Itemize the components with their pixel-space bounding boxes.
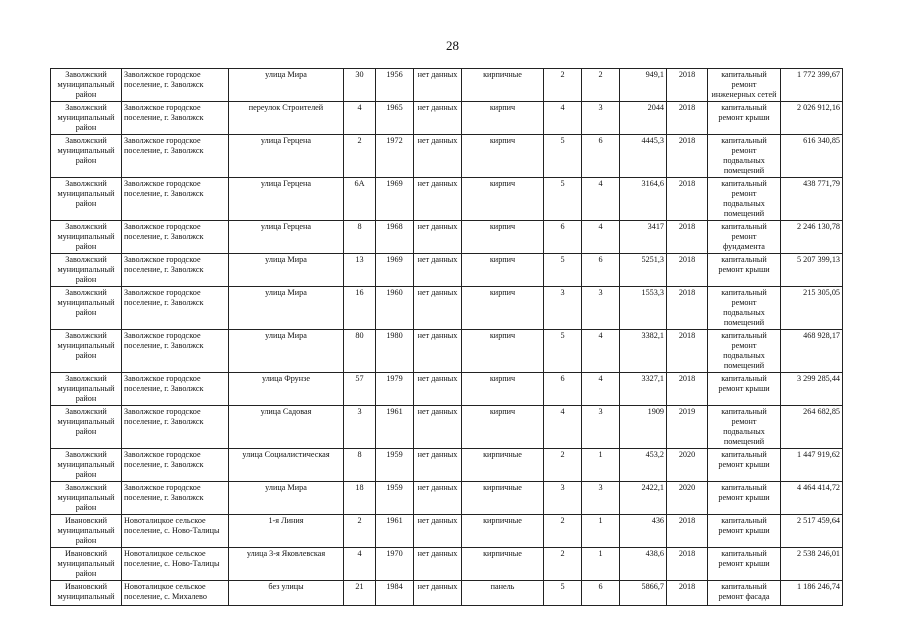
- floors-cell: 5: [544, 581, 582, 606]
- house-number-cell: 6А: [344, 178, 376, 221]
- no-data-cell: нет данных: [414, 548, 462, 581]
- plan-year-cell: 2018: [667, 581, 708, 606]
- table-row: [51, 482, 843, 515]
- settlement-cell: Заволжское городское поселение, г. Заволжск: [122, 482, 229, 515]
- cost-cell: 2 026 912,16: [781, 102, 843, 135]
- no-data-cell: нет данных: [414, 221, 462, 254]
- wall-material-cell: кирпич: [462, 221, 544, 254]
- house-number-cell: 18: [344, 482, 376, 515]
- district-cell: Заволжский муниципальный район: [51, 135, 122, 178]
- work-type-cell: капитальный ремонт крыши: [708, 515, 781, 548]
- work-type-cell: капитальный ремонт подвальных помещений: [708, 330, 781, 373]
- work-type-cell: капитальный ремонт инженерных сетей: [708, 69, 781, 102]
- floors-cell: 3: [544, 482, 582, 515]
- district-cell: Заволжский муниципальный район: [51, 482, 122, 515]
- wall-material-cell: кирпичные: [462, 449, 544, 482]
- area-cell: 1553,3: [620, 287, 667, 330]
- wall-material-cell: кирпич: [462, 178, 544, 221]
- area-cell: 5866,7: [620, 581, 667, 606]
- floors-cell: 5: [544, 178, 582, 221]
- street-cell: 1-я Линия: [229, 515, 344, 548]
- cost-cell: 468 928,17: [781, 330, 843, 373]
- street-cell: переулок Строителей: [229, 102, 344, 135]
- street-cell: улица Мира: [229, 330, 344, 373]
- house-number-cell: 13: [344, 254, 376, 287]
- floors-cell: 2: [544, 548, 582, 581]
- entrances-cell: 4: [582, 178, 620, 221]
- work-type-cell: капитальный ремонт крыши: [708, 449, 781, 482]
- wall-material-cell: кирпич: [462, 406, 544, 449]
- wall-material-cell: панель: [462, 581, 544, 606]
- entrances-cell: 1: [582, 449, 620, 482]
- street-cell: улица Герцена: [229, 221, 344, 254]
- cost-cell: 4 464 414,72: [781, 482, 843, 515]
- cost-cell: 616 340,85: [781, 135, 843, 178]
- table-row: [51, 178, 843, 221]
- settlement-cell: Заволжское городское поселение, г. Заволжск: [122, 449, 229, 482]
- no-data-cell: нет данных: [414, 135, 462, 178]
- entrances-cell: 6: [582, 135, 620, 178]
- settlement-cell: Заволжское городское поселение, г. Заволжск: [122, 330, 229, 373]
- settlement-cell: Заволжское городское поселение, г. Заволжск: [122, 178, 229, 221]
- wall-material-cell: кирпичные: [462, 515, 544, 548]
- floors-cell: 5: [544, 254, 582, 287]
- build-year-cell: 1956: [376, 69, 414, 102]
- settlement-cell: Новоталицкое сельское поселение, с. Ново-Талицы: [122, 515, 229, 548]
- street-cell: улица Мира: [229, 287, 344, 330]
- street-cell: улица Мира: [229, 482, 344, 515]
- build-year-cell: 1969: [376, 178, 414, 221]
- area-cell: 3417: [620, 221, 667, 254]
- wall-material-cell: кирпич: [462, 373, 544, 406]
- district-cell: Заволжский муниципальный район: [51, 449, 122, 482]
- floors-cell: 2: [544, 69, 582, 102]
- floors-cell: 2: [544, 515, 582, 548]
- plan-year-cell: 2018: [667, 373, 708, 406]
- cost-cell: 1 186 246,74: [781, 581, 843, 606]
- street-cell: улица Мира: [229, 69, 344, 102]
- district-cell: Ивановский муниципальный район: [51, 548, 122, 581]
- wall-material-cell: кирпич: [462, 254, 544, 287]
- work-type-cell: капитальный ремонт подвальных помещений: [708, 178, 781, 221]
- cost-cell: 5 207 399,13: [781, 254, 843, 287]
- work-type-cell: капитальный ремонт фундамента: [708, 221, 781, 254]
- work-type-cell: капитальный ремонт фасада: [708, 581, 781, 606]
- no-data-cell: нет данных: [414, 69, 462, 102]
- work-type-cell: капитальный ремонт крыши: [708, 102, 781, 135]
- no-data-cell: нет данных: [414, 373, 462, 406]
- build-year-cell: 1959: [376, 482, 414, 515]
- table-body: [51, 69, 843, 606]
- settlement-cell: Новоталицкое сельское поселение, с. Михалево: [122, 581, 229, 606]
- district-cell: Заволжский муниципальный район: [51, 330, 122, 373]
- cost-cell: 3 299 285,44: [781, 373, 843, 406]
- house-number-cell: 2: [344, 135, 376, 178]
- entrances-cell: 6: [582, 254, 620, 287]
- plan-year-cell: 2020: [667, 482, 708, 515]
- plan-year-cell: 2018: [667, 221, 708, 254]
- area-cell: 949,1: [620, 69, 667, 102]
- cost-cell: 2 246 130,78: [781, 221, 843, 254]
- table-row: [51, 69, 843, 102]
- plan-year-cell: 2018: [667, 548, 708, 581]
- table-row: [51, 406, 843, 449]
- entrances-cell: 4: [582, 221, 620, 254]
- street-cell: улица Герцена: [229, 178, 344, 221]
- build-year-cell: 1965: [376, 102, 414, 135]
- cost-cell: 1 772 399,67: [781, 69, 843, 102]
- build-year-cell: 1970: [376, 548, 414, 581]
- area-cell: 4445,3: [620, 135, 667, 178]
- area-cell: 436: [620, 515, 667, 548]
- table-row: [51, 254, 843, 287]
- district-cell: Заволжский муниципальный район: [51, 254, 122, 287]
- settlement-cell: Заволжское городское поселение, г. Заволжск: [122, 221, 229, 254]
- table-row: [51, 515, 843, 548]
- work-type-cell: капитальный ремонт подвальных помещений: [708, 135, 781, 178]
- house-number-cell: 57: [344, 373, 376, 406]
- entrances-cell: 4: [582, 330, 620, 373]
- wall-material-cell: кирпич: [462, 102, 544, 135]
- plan-year-cell: 2018: [667, 178, 708, 221]
- entrances-cell: 6: [582, 581, 620, 606]
- plan-year-cell: 2020: [667, 449, 708, 482]
- no-data-cell: нет данных: [414, 330, 462, 373]
- entrances-cell: 3: [582, 287, 620, 330]
- wall-material-cell: кирпичные: [462, 69, 544, 102]
- wall-material-cell: кирпич: [462, 135, 544, 178]
- work-type-cell: капитальный ремонт крыши: [708, 482, 781, 515]
- house-number-cell: 2: [344, 515, 376, 548]
- entrances-cell: 3: [582, 102, 620, 135]
- street-cell: улица Садовая: [229, 406, 344, 449]
- settlement-cell: Заволжское городское поселение, г. Заволжск: [122, 135, 229, 178]
- entrances-cell: 2: [582, 69, 620, 102]
- cost-cell: 2 517 459,64: [781, 515, 843, 548]
- settlement-cell: Заволжское городское поселение, г. Заволжск: [122, 373, 229, 406]
- district-cell: Заволжский муниципальный район: [51, 102, 122, 135]
- floors-cell: 2: [544, 449, 582, 482]
- settlement-cell: Заволжское городское поселение, г. Заволжск: [122, 406, 229, 449]
- plan-year-cell: 2018: [667, 69, 708, 102]
- street-cell: улица Герцена: [229, 135, 344, 178]
- build-year-cell: 1959: [376, 449, 414, 482]
- floors-cell: 6: [544, 373, 582, 406]
- plan-year-cell: 2018: [667, 254, 708, 287]
- table-row: [51, 330, 843, 373]
- settlement-cell: Заволжское городское поселение, г. Заволжск: [122, 287, 229, 330]
- cost-cell: 1 447 919,62: [781, 449, 843, 482]
- no-data-cell: нет данных: [414, 482, 462, 515]
- district-cell: Заволжский муниципальный район: [51, 287, 122, 330]
- house-number-cell: 16: [344, 287, 376, 330]
- street-cell: улица Социалистическая: [229, 449, 344, 482]
- house-number-cell: 8: [344, 221, 376, 254]
- table-row: [51, 373, 843, 406]
- settlement-cell: Заволжское городское поселение, г. Заволжск: [122, 102, 229, 135]
- plan-year-cell: 2019: [667, 406, 708, 449]
- entrances-cell: 4: [582, 373, 620, 406]
- plan-year-cell: 2018: [667, 287, 708, 330]
- no-data-cell: нет данных: [414, 254, 462, 287]
- no-data-cell: нет данных: [414, 406, 462, 449]
- build-year-cell: 1961: [376, 515, 414, 548]
- no-data-cell: нет данных: [414, 449, 462, 482]
- floors-cell: 4: [544, 406, 582, 449]
- street-cell: улица Фрунзе: [229, 373, 344, 406]
- district-cell: Заволжский муниципальный район: [51, 406, 122, 449]
- housing-register-table: [50, 68, 843, 606]
- house-number-cell: 80: [344, 330, 376, 373]
- floors-cell: 3: [544, 287, 582, 330]
- floors-cell: 5: [544, 330, 582, 373]
- street-cell: улица 3-я Яковлевская: [229, 548, 344, 581]
- plan-year-cell: 2018: [667, 135, 708, 178]
- house-number-cell: 3: [344, 406, 376, 449]
- work-type-cell: капитальный ремонт подвальных помещений: [708, 287, 781, 330]
- street-cell: без улицы: [229, 581, 344, 606]
- house-number-cell: 30: [344, 69, 376, 102]
- floors-cell: 5: [544, 135, 582, 178]
- district-cell: Заволжский муниципальный район: [51, 178, 122, 221]
- table-row: [51, 135, 843, 178]
- cost-cell: 438 771,79: [781, 178, 843, 221]
- cost-cell: 215 305,05: [781, 287, 843, 330]
- area-cell: 3327,1: [620, 373, 667, 406]
- page-number: 28: [446, 38, 459, 53]
- no-data-cell: нет данных: [414, 102, 462, 135]
- district-cell: Заволжский муниципальный район: [51, 69, 122, 102]
- build-year-cell: 1979: [376, 373, 414, 406]
- house-number-cell: 4: [344, 102, 376, 135]
- build-year-cell: 1969: [376, 254, 414, 287]
- settlement-cell: Заволжское городское поселение, г. Заволжск: [122, 69, 229, 102]
- house-number-cell: 8: [344, 449, 376, 482]
- entrances-cell: 1: [582, 548, 620, 581]
- build-year-cell: 1960: [376, 287, 414, 330]
- floors-cell: 4: [544, 102, 582, 135]
- table-row: [51, 581, 843, 606]
- work-type-cell: капитальный ремонт крыши: [708, 254, 781, 287]
- cost-cell: 264 682,85: [781, 406, 843, 449]
- build-year-cell: 1980: [376, 330, 414, 373]
- area-cell: 438,6: [620, 548, 667, 581]
- entrances-cell: 3: [582, 406, 620, 449]
- wall-material-cell: кирпичные: [462, 548, 544, 581]
- build-year-cell: 1984: [376, 581, 414, 606]
- area-cell: 2422,1: [620, 482, 667, 515]
- house-number-cell: 21: [344, 581, 376, 606]
- plan-year-cell: 2018: [667, 515, 708, 548]
- district-cell: Заволжский муниципальный район: [51, 373, 122, 406]
- street-cell: улица Мира: [229, 254, 344, 287]
- no-data-cell: нет данных: [414, 581, 462, 606]
- area-cell: 453,2: [620, 449, 667, 482]
- no-data-cell: нет данных: [414, 178, 462, 221]
- entrances-cell: 1: [582, 515, 620, 548]
- area-cell: 1909: [620, 406, 667, 449]
- table-row: [51, 102, 843, 135]
- table-row: [51, 221, 843, 254]
- district-cell: Ивановский муниципальный район: [51, 515, 122, 548]
- work-type-cell: капитальный ремонт крыши: [708, 373, 781, 406]
- entrances-cell: 3: [582, 482, 620, 515]
- settlement-cell: Новоталицкое сельское поселение, с. Ново-Талицы: [122, 548, 229, 581]
- area-cell: 2044: [620, 102, 667, 135]
- district-cell: Ивановский муниципальный: [51, 581, 122, 606]
- wall-material-cell: кирпич: [462, 330, 544, 373]
- build-year-cell: 1961: [376, 406, 414, 449]
- district-cell: Заволжский муниципальный район: [51, 221, 122, 254]
- no-data-cell: нет данных: [414, 515, 462, 548]
- plan-year-cell: 2018: [667, 330, 708, 373]
- table-row: [51, 287, 843, 330]
- house-number-cell: 4: [344, 548, 376, 581]
- work-type-cell: капитальный ремонт крыши: [708, 548, 781, 581]
- floors-cell: 6: [544, 221, 582, 254]
- table-row: [51, 449, 843, 482]
- settlement-cell: Заволжское городское поселение, г. Заволжск: [122, 254, 229, 287]
- wall-material-cell: кирпич: [462, 287, 544, 330]
- plan-year-cell: 2018: [667, 102, 708, 135]
- area-cell: 3382,1: [620, 330, 667, 373]
- cost-cell: 2 538 246,01: [781, 548, 843, 581]
- table-row: [51, 548, 843, 581]
- work-type-cell: капитальный ремонт подвальных помещений: [708, 406, 781, 449]
- area-cell: 3164,6: [620, 178, 667, 221]
- no-data-cell: нет данных: [414, 287, 462, 330]
- build-year-cell: 1968: [376, 221, 414, 254]
- wall-material-cell: кирпичные: [462, 482, 544, 515]
- build-year-cell: 1972: [376, 135, 414, 178]
- area-cell: 5251,3: [620, 254, 667, 287]
